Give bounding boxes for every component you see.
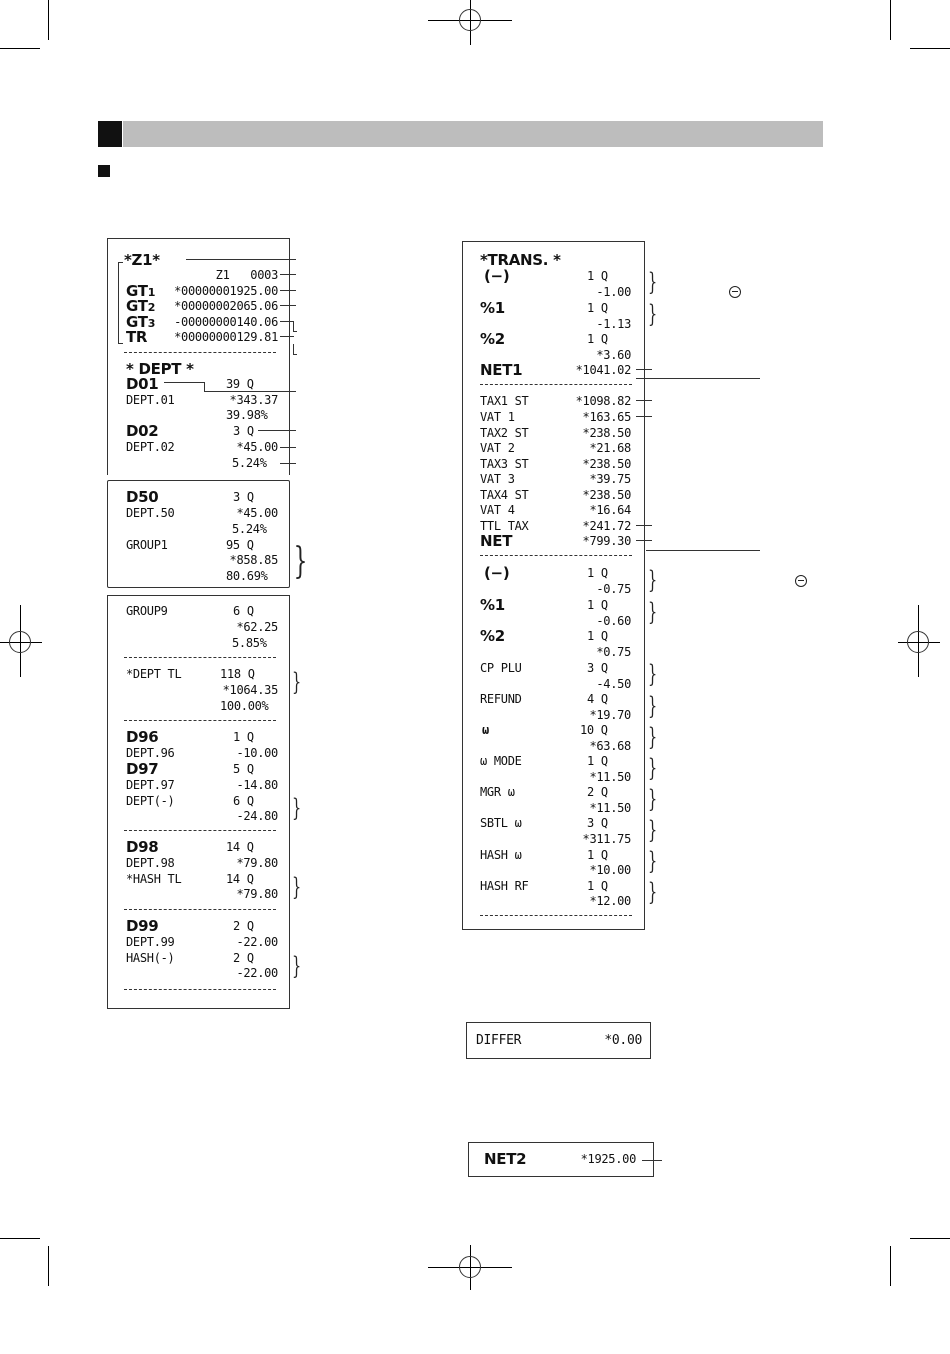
- d01-name: DEPT.01: [126, 393, 175, 407]
- cpplu-qty: 3 Q: [587, 661, 608, 675]
- hash-tl-qty: 14 Q: [226, 872, 254, 886]
- crop-mark: [0, 1238, 40, 1239]
- registration-mark: [907, 631, 929, 653]
- d50-amount: *45.00: [236, 506, 278, 520]
- d98-amount: *79.80: [236, 856, 278, 870]
- hashrf-qty: 1 Q: [587, 879, 608, 893]
- hashrf-label: HASH RF: [480, 879, 529, 893]
- dept-tl-qty: 118 Q: [220, 667, 255, 681]
- brace: }: [648, 816, 658, 844]
- tax4st-amount: *238.50: [582, 488, 631, 502]
- minus-key-icon: [729, 286, 741, 298]
- void-qty: 10 Q: [580, 723, 608, 737]
- pct2-qty: 1 Q: [587, 332, 608, 346]
- refund-amount: *19.70: [589, 708, 631, 722]
- gt1-label: GT1: [126, 282, 156, 300]
- brace: }: [293, 541, 308, 582]
- dept-minus-label: DEPT(-): [126, 794, 175, 808]
- gt2-label: GT2: [126, 297, 156, 315]
- pct1b-amount: -0.60: [596, 614, 631, 628]
- dept-minus-amount: -24.80: [236, 809, 278, 823]
- d01-percent: 39.98%: [226, 408, 268, 422]
- tr-value: *00000000129.81: [174, 330, 278, 344]
- d99-amount: -22.00: [236, 935, 278, 949]
- minus-label: (−): [484, 267, 510, 285]
- ttltax-amount: *241.72: [582, 519, 631, 533]
- brace: }: [648, 692, 658, 720]
- d50-qty: 3 Q: [233, 490, 254, 504]
- separator: [124, 352, 276, 353]
- section-header-bar: [123, 121, 823, 147]
- leader-line: [280, 336, 294, 337]
- hash-minus-qty: 2 Q: [233, 951, 254, 965]
- d50-percent: 5.24%: [232, 522, 267, 536]
- sbtl-qty: 3 Q: [587, 816, 608, 830]
- trans-title: *TRANS. *: [480, 251, 561, 269]
- d01-qty: 39 Q: [226, 377, 254, 391]
- d96-qty: 1 Q: [233, 730, 254, 744]
- leader-line: [636, 416, 652, 417]
- crop-mark: [0, 48, 40, 49]
- brace: }: [292, 794, 302, 822]
- bullet-square: [98, 165, 110, 177]
- pct2-amount: *3.60: [596, 348, 631, 362]
- sbtl-amount: *311.75: [582, 832, 631, 846]
- section-number-box: [98, 121, 122, 147]
- tax3st-label: TAX3 ST: [480, 457, 529, 471]
- minus2-qty: 1 Q: [587, 566, 608, 580]
- brace: }: [648, 785, 658, 813]
- gt3-value: -00000000140.06: [174, 315, 278, 329]
- hash-label: HASH ω: [480, 848, 522, 862]
- gt1-value: *00000001925.00: [174, 284, 278, 298]
- minus-key-icon: [795, 575, 807, 587]
- leader-line: [293, 321, 294, 331]
- vat1-label: VAT 1: [480, 410, 515, 424]
- cpplu-label: CP PLU: [480, 661, 522, 675]
- brace: }: [648, 878, 658, 906]
- pct2b-label: %2: [480, 627, 505, 645]
- brace: }: [648, 723, 658, 751]
- voidmode-qty: 1 Q: [587, 754, 608, 768]
- d02-amount: *45.00: [236, 440, 278, 454]
- minus2-amount: -0.75: [596, 582, 631, 596]
- separator: [480, 915, 632, 916]
- leader-line: [293, 344, 294, 354]
- leader-line: [636, 369, 652, 370]
- leader-line: [164, 382, 204, 383]
- group9-qty: 6 Q: [233, 604, 254, 618]
- d50-label: D50: [126, 488, 159, 506]
- pct2b-qty: 1 Q: [587, 629, 608, 643]
- gt3-label: GT3: [126, 313, 156, 331]
- leader-line: [293, 331, 297, 332]
- brace: }: [648, 660, 658, 688]
- brace: }: [292, 668, 302, 696]
- crop-mark: [890, 1246, 891, 1286]
- d96-name: DEPT.96: [126, 746, 175, 760]
- tax3st-amount: *238.50: [582, 457, 631, 471]
- vat1-amount: *163.65: [582, 410, 631, 424]
- hash-amount: *10.00: [589, 863, 631, 877]
- d01-label: D01: [126, 375, 159, 393]
- minus2-label: (−): [484, 564, 510, 582]
- d99-label: D99: [126, 917, 159, 935]
- hash-minus-amount: -22.00: [236, 966, 278, 980]
- d02-percent: 5.24%: [232, 456, 267, 470]
- pct1b-label: %1: [480, 596, 505, 614]
- group9-percent: 5.85%: [232, 636, 267, 650]
- d02-label: D02: [126, 422, 159, 440]
- group9-amount: *62.25: [236, 620, 278, 634]
- d97-qty: 5 Q: [233, 762, 254, 776]
- gt2-value: *00000002065.06: [174, 299, 278, 313]
- crop-mark: [48, 1246, 49, 1286]
- separator: [480, 384, 632, 385]
- leader-line: [280, 305, 296, 306]
- refund-qty: 4 Q: [587, 692, 608, 706]
- leader-line: [636, 400, 652, 401]
- void-amount: *63.68: [589, 739, 631, 753]
- vat3-amount: *39.75: [589, 472, 631, 486]
- net-amount: *799.30: [582, 534, 631, 548]
- differ-value: *0.00: [604, 1033, 642, 1048]
- hashrf-amount: *12.00: [589, 894, 631, 908]
- crop-mark: [910, 48, 950, 49]
- mgr-amount: *11.50: [589, 801, 631, 815]
- dept-minus-qty: 6 Q: [233, 794, 254, 808]
- leader-line: [636, 540, 652, 541]
- d99-name: DEPT.99: [126, 935, 175, 949]
- brace: }: [648, 847, 658, 875]
- hash-tl-amount: *79.80: [236, 887, 278, 901]
- separator: [124, 720, 276, 721]
- voidmode-amount: *11.50: [589, 770, 631, 784]
- tax4st-label: TAX4 ST: [480, 488, 529, 502]
- d97-amount: -14.80: [236, 778, 278, 792]
- d50-name: DEPT.50: [126, 506, 175, 520]
- group9-label: GROUP9: [126, 604, 168, 618]
- ttltax-label: TTL TAX: [480, 519, 529, 533]
- net2-label: NET2: [484, 1150, 527, 1168]
- pct2-label: %2: [480, 330, 505, 348]
- leader-line: [186, 259, 296, 260]
- brace: }: [648, 754, 658, 782]
- leader-line: [642, 1160, 662, 1161]
- dept-title: * DEPT *: [126, 360, 194, 378]
- leader-line: [280, 274, 296, 275]
- leader-line: [280, 447, 296, 448]
- group1-amount: *858.85: [229, 553, 278, 567]
- net1-amount: *1041.02: [575, 363, 631, 377]
- cpplu-amount: -4.50: [596, 677, 631, 691]
- void-label: ω: [482, 723, 489, 737]
- mgr-label: MGR ω: [480, 785, 515, 799]
- d99-qty: 2 Q: [233, 919, 254, 933]
- vat2-label: VAT 2: [480, 441, 515, 455]
- leader-line: [204, 391, 296, 392]
- dept-tl-label: *DEPT TL: [126, 667, 182, 681]
- receipt-bracket: [118, 262, 123, 344]
- leader-line: [646, 550, 760, 551]
- minus-amount: -1.00: [596, 285, 631, 299]
- leader-line: [280, 290, 296, 291]
- vat4-amount: *16.64: [589, 503, 631, 517]
- d01-amount: *343.37: [229, 393, 278, 407]
- registration-mark: [459, 1256, 481, 1278]
- separator: [124, 989, 276, 990]
- tax1st-label: TAX1 ST: [480, 394, 529, 408]
- brace: }: [292, 873, 302, 901]
- mgr-qty: 2 Q: [587, 785, 608, 799]
- leader-line: [293, 354, 297, 355]
- voidmode-label: ω MODE: [480, 754, 522, 768]
- d96-label: D96: [126, 728, 159, 746]
- registration-mark: [9, 631, 31, 653]
- hash-qty: 1 Q: [587, 848, 608, 862]
- net2-value: *1925.00: [580, 1152, 636, 1166]
- crop-mark: [890, 0, 891, 40]
- brace: }: [648, 598, 658, 626]
- pct1-qty: 1 Q: [587, 301, 608, 315]
- net1-label: NET1: [480, 361, 523, 379]
- separator: [124, 657, 276, 658]
- d02-qty: 3 Q: [233, 424, 254, 438]
- d02-name: DEPT.02: [126, 440, 175, 454]
- separator: [480, 555, 632, 556]
- hash-tl-label: *HASH TL: [126, 872, 182, 886]
- vat3-label: VAT 3: [480, 472, 515, 486]
- d96-amount: -10.00: [236, 746, 278, 760]
- d98-label: D98: [126, 838, 159, 856]
- hash-minus-label: HASH(-): [126, 951, 175, 965]
- leader-line: [636, 525, 652, 526]
- vat2-amount: *21.68: [589, 441, 631, 455]
- pct1b-qty: 1 Q: [587, 598, 608, 612]
- brace: }: [648, 268, 658, 296]
- separator: [124, 830, 276, 831]
- dept-tl-percent: 100.00%: [220, 699, 269, 713]
- leader-line: [258, 430, 296, 431]
- sbtl-label: SBTL ω: [480, 816, 522, 830]
- registration-mark: [459, 9, 481, 31]
- group1-label: GROUP1: [126, 538, 168, 552]
- crop-mark: [910, 1238, 950, 1239]
- brace: }: [292, 952, 302, 980]
- leader-line: [636, 378, 760, 379]
- tax1st-amount: *1098.82: [575, 394, 631, 408]
- d97-name: DEPT.97: [126, 778, 175, 792]
- minus-qty: 1 Q: [587, 269, 608, 283]
- brace: }: [648, 566, 658, 594]
- tr-label: TR: [126, 328, 148, 346]
- brace: }: [648, 300, 658, 328]
- z1-counter: Z1 0003: [215, 268, 278, 282]
- z1-title: *Z1*: [124, 251, 160, 269]
- d98-name: DEPT.98: [126, 856, 175, 870]
- tax2st-amount: *238.50: [582, 426, 631, 440]
- pct2b-amount: *0.75: [596, 645, 631, 659]
- leader-line: [280, 463, 296, 464]
- crop-mark: [48, 0, 49, 40]
- group1-percent: 80.69%: [226, 569, 268, 583]
- group1-qty: 95 Q: [226, 538, 254, 552]
- pct1-amount: -1.13: [596, 317, 631, 331]
- dept-tl-amount: *1064.35: [222, 683, 278, 697]
- separator: [124, 909, 276, 910]
- pct1-label: %1: [480, 299, 505, 317]
- refund-label: REFUND: [480, 692, 522, 706]
- differ-label: DIFFER: [476, 1033, 522, 1048]
- tax2st-label: TAX2 ST: [480, 426, 529, 440]
- net-label: NET: [480, 532, 513, 550]
- leader-line: [280, 321, 294, 322]
- leader-line: [204, 382, 205, 391]
- d98-qty: 14 Q: [226, 840, 254, 854]
- d97-label: D97: [126, 760, 159, 778]
- vat4-label: VAT 4: [480, 503, 515, 517]
